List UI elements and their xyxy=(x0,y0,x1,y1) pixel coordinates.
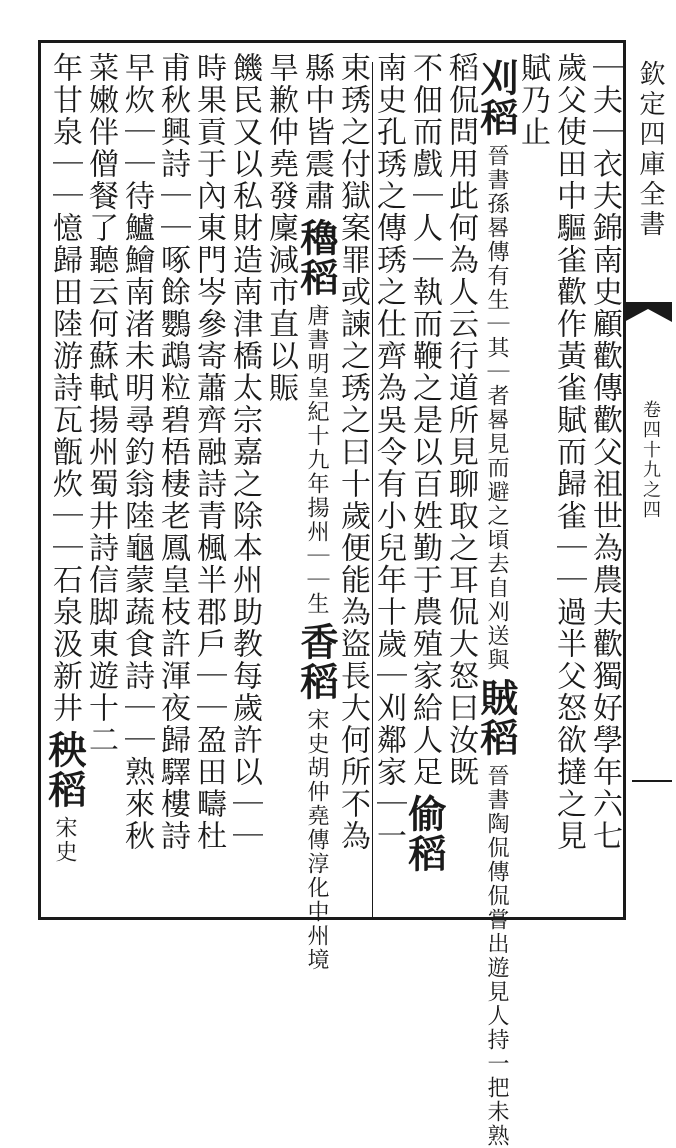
annotation-text: 唐書明皇紀十九年揚州｜｜生 xyxy=(304,304,329,616)
body-text: 南史孔琇之傳琇之仕齊為吳令有小兒年十歲｜刈鄰家｜一 xyxy=(371,52,406,852)
book-title-margin: 欽定四庫全書 xyxy=(635,60,665,240)
body-text: 早炊｜｜待鱸鱠南渚未明尋釣翁陸龜蒙蔬食詩｜｜熟來秋 xyxy=(119,52,154,852)
body-text: 不佃而戲｜人｜執而鞭之是以百姓勤于農殖家給人足 xyxy=(407,52,442,788)
juan-label: 卷四十九之四 xyxy=(640,400,661,520)
annotation-text: 晉書陶侃傳侃嘗出遊見人持一把未熟 xyxy=(484,764,509,1148)
body-text: 菜嫩伴僧餐了聽云何蘇軾揚州蜀井詩信脚東遊十二 xyxy=(83,52,118,756)
body-text: 旱歉仲堯發廩減市直以賑 xyxy=(263,52,298,404)
body-text: 縣中皆震肅 xyxy=(299,52,334,212)
text-column-16 xyxy=(38,52,90,912)
headword: 偷稻 xyxy=(402,794,447,874)
body-text: 年甘泉｜｜憶歸田陸游詩瓦甑炊｜｜石泉汲新井 xyxy=(47,52,82,724)
annotation-text: 宋史胡仲堯傳淳化中州境 xyxy=(304,708,329,972)
headword: 賊稻 xyxy=(474,678,519,758)
body-text: 饑民又以私財造南津橋太宗嘉之除本州助教每歲許以｜｜ xyxy=(227,52,262,852)
headword: 穭稻 xyxy=(294,218,339,298)
margin-tick xyxy=(632,780,672,782)
headword: 秧稻 xyxy=(42,730,87,810)
body-text: 賦乃止 xyxy=(515,52,550,148)
annotation-text: 晉書孫晷傳有生｜其｜者晷見而避之頃去自刈送與 xyxy=(484,144,509,672)
body-text: 時果貢于內東門岑參寄蕭齊融詩青楓半郡戶｜｜盈田疇杜 xyxy=(191,52,226,852)
fishtail-mark-icon xyxy=(624,302,672,322)
headword: 香稻 xyxy=(294,622,339,702)
headword: 刈稻 xyxy=(474,58,519,138)
annotation-text: 宋史 xyxy=(52,816,77,864)
body-text: 束琇之付獄案罪或諫之琇之曰十歲便能為盜長大何所不為 xyxy=(335,52,370,852)
body-text: ｜夫｜衣夫錦南史顧歡傳歡父祖世為農夫歡獨好學年六七 xyxy=(587,52,622,852)
body-text: 稻侃問用此何為人云行道所見聊取之耳侃大怒曰汝既 xyxy=(443,52,478,788)
body-text: 甫秋興詩｜｜啄餘鸚鵡粒碧梧棲老鳳皇枝許渾夜歸驛樓詩 xyxy=(155,52,190,852)
body-text: 歲父使田中驅雀歡作黃雀賦而歸雀｜｜過半父怒欲撻之見 xyxy=(551,52,586,852)
